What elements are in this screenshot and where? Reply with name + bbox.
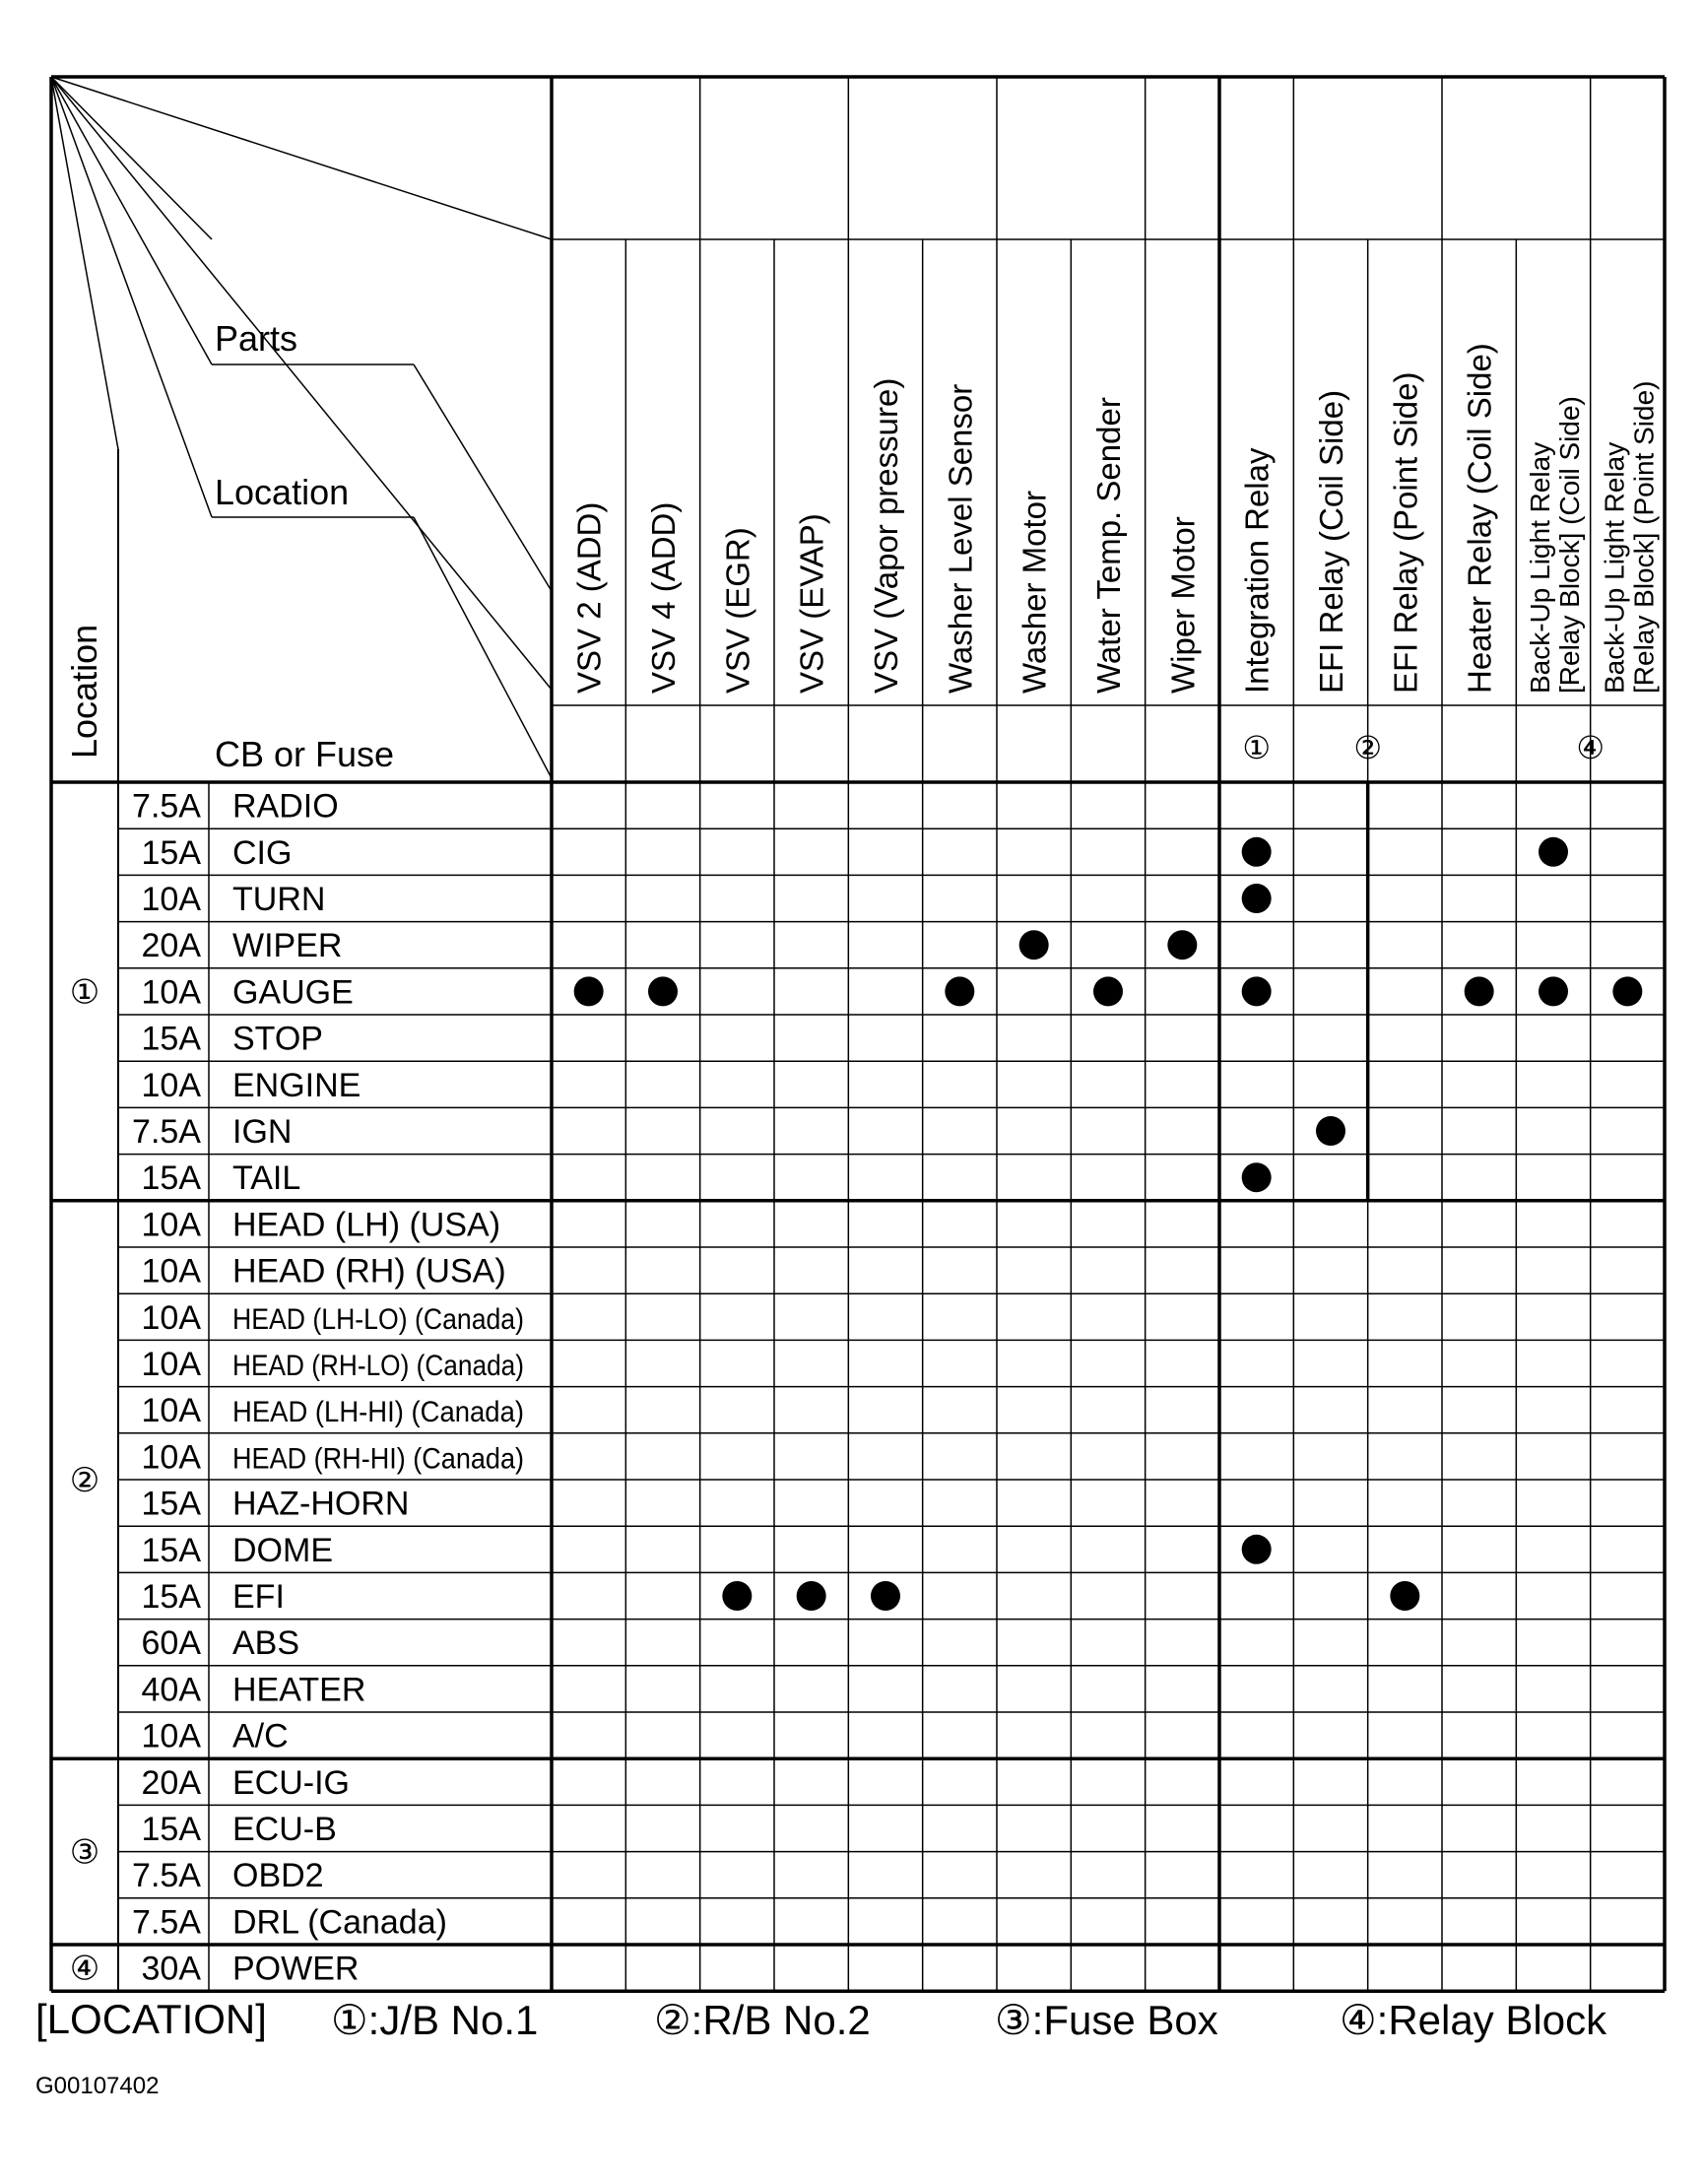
- location-column-header: Location: [64, 624, 104, 759]
- part-label: Water Temp. Sender: [1090, 397, 1127, 694]
- fuse-name: GAUGE: [232, 973, 354, 1012]
- connection-dot: [1242, 884, 1272, 913]
- part-label: VSV 2 (ADD): [570, 501, 608, 694]
- group-location-label: ③: [69, 1833, 100, 1872]
- connection-dot: [648, 976, 678, 1006]
- fuse-name: ECU-B: [232, 1811, 337, 1848]
- part-label-line2: [Relay Block] (Coil Side): [1554, 396, 1585, 694]
- fuse-name: HEAD (LH-HI) (Canada): [232, 1396, 524, 1429]
- part-label: VSV (EVAP): [793, 513, 830, 694]
- legend-prefix: [LOCATION]: [35, 1996, 267, 2042]
- corner-diagonal-line: [51, 77, 118, 449]
- fuse-name: HEAD (RH-LO) (Canada): [232, 1350, 524, 1382]
- fuse-amperage: 10A: [141, 1438, 201, 1477]
- part-label: Washer Level Sensor: [942, 383, 979, 694]
- fuse-column-header: CB or Fuse: [215, 734, 395, 774]
- connection-dot: [1612, 976, 1642, 1006]
- fuse-name: TURN: [232, 881, 326, 918]
- fuse-name: A/C: [232, 1717, 289, 1755]
- fuse-name: CIG: [232, 833, 293, 872]
- document-id: G00107402: [35, 2073, 160, 2099]
- fuse-name: DOME: [232, 1531, 333, 1569]
- part-location-marker: ①: [1242, 730, 1272, 765]
- fuse-amperage: 60A: [141, 1624, 201, 1663]
- fuse-amperage: 15A: [141, 1811, 201, 1848]
- fuse-name: ECU-IG: [232, 1763, 350, 1802]
- fuse-amperage: 30A: [141, 1950, 201, 1988]
- fuse-amperage: 15A: [141, 1578, 201, 1616]
- fuse-name: WIPER: [232, 927, 343, 965]
- group-location-label: ②: [69, 1462, 100, 1499]
- part-label: EFI Relay (Point Side): [1387, 371, 1424, 694]
- connection-dot: [1316, 1116, 1345, 1146]
- fuse-amperage: 10A: [141, 1392, 201, 1430]
- part-label: Back-Up Light Relay: [1525, 441, 1555, 694]
- part-label: Washer Motor: [1016, 491, 1053, 694]
- corner-diagonal-line: [51, 77, 212, 517]
- fuse-amperage: 40A: [141, 1671, 201, 1709]
- connection-dot: [1019, 930, 1049, 960]
- part-label: Heater Relay (Coil Side): [1461, 343, 1498, 694]
- fuse-name: ENGINE: [232, 1066, 361, 1104]
- connection-dot: [1242, 976, 1272, 1006]
- fuse-amperage: 10A: [141, 1298, 201, 1337]
- corner-diagonal-line: [51, 77, 552, 239]
- fuse-name: ABS: [232, 1624, 300, 1663]
- connection-dot: [1390, 1581, 1419, 1611]
- fuse-amperage: 15A: [141, 1020, 201, 1058]
- part-label: VSV 4 (ADD): [645, 501, 682, 694]
- fuse-name: RADIO: [232, 787, 339, 826]
- group-location-label: ①: [69, 973, 100, 1012]
- connection-dot: [797, 1581, 826, 1611]
- fuse-name: POWER: [232, 1950, 360, 1988]
- fuse-name: HEAD (RH) (USA): [232, 1252, 506, 1291]
- group-location-label: ④: [69, 1950, 100, 1988]
- fuse-name: OBD2: [232, 1857, 324, 1895]
- part-label: Wiper Motor: [1164, 516, 1202, 694]
- fuse-amperage: 7.5A: [132, 1903, 201, 1942]
- part-label: EFI Relay (Coil Side): [1313, 389, 1349, 694]
- fuse-name: STOP: [232, 1020, 323, 1058]
- fuse-amperage: 10A: [141, 881, 201, 918]
- connection-dot: [1242, 837, 1272, 867]
- corner-diagonal-line: [51, 77, 212, 239]
- connection-dot: [1167, 930, 1197, 960]
- fuse-amperage: 10A: [141, 1346, 201, 1383]
- fuse-name: HEAD (RH-HI) (Canada): [232, 1442, 524, 1476]
- fuse-name: HEAD (LH-LO) (Canada): [232, 1302, 524, 1336]
- connection-dot: [1242, 1162, 1272, 1192]
- corner-location-label: Location: [215, 472, 350, 512]
- fuse-amperage: 20A: [141, 1763, 201, 1802]
- fuse-amperage: 20A: [141, 927, 201, 965]
- part-label: VSV (EGR): [719, 527, 756, 694]
- part-location-marker: ④: [1576, 730, 1606, 765]
- corner-diagonal-line: [51, 77, 212, 364]
- fuse-name: DRL (Canada): [232, 1903, 447, 1942]
- fuse-amperage: 15A: [141, 1531, 201, 1569]
- connection-dot: [1242, 1535, 1272, 1564]
- fuse-amperage: 10A: [141, 1206, 201, 1244]
- corner-parts-label: Parts: [215, 318, 298, 359]
- connection-marks: [574, 837, 1643, 1611]
- part-label: VSV (Vapor pressure): [868, 377, 904, 694]
- legend-item-4: ④:Relay Block: [1340, 1997, 1607, 2043]
- fuse-amperage: 10A: [141, 1066, 201, 1104]
- fuse-amperage: 10A: [141, 1252, 201, 1291]
- part-label: Back-Up Light Relay: [1599, 441, 1630, 694]
- fuse-name: TAIL: [232, 1159, 301, 1198]
- part-location-marker: ②: [1353, 730, 1383, 765]
- legend-item-1: ①:J/B No.1: [331, 1997, 539, 2043]
- fuse-amperage: 7.5A: [132, 1113, 201, 1151]
- connection-dot: [945, 976, 974, 1006]
- fuse-amperage: 15A: [141, 833, 201, 872]
- fuse-name: HAZ-HORN: [232, 1485, 410, 1523]
- legend-item-3: ③:Fuse Box: [995, 1997, 1218, 2043]
- connection-dot: [1539, 976, 1568, 1006]
- fuse-amperage: 7.5A: [132, 1857, 201, 1895]
- part-label: Integration Relay: [1238, 447, 1276, 694]
- connection-dot: [1539, 837, 1568, 867]
- legend-item-2: ②:R/B No.2: [654, 1997, 871, 2043]
- fuse-name: EFI: [232, 1578, 285, 1616]
- connection-dot: [1093, 976, 1123, 1006]
- fuse-name: IGN: [232, 1113, 293, 1151]
- fuse-name: HEATER: [232, 1671, 366, 1709]
- connection-dot: [574, 976, 604, 1006]
- fuse-amperage: 15A: [141, 1485, 201, 1523]
- corner-diagonal-line: [51, 77, 552, 690]
- fuse-name: HEAD (LH) (USA): [232, 1206, 501, 1244]
- connection-dot: [722, 1581, 752, 1611]
- part-label-line2: [Relay Block] (Point Side): [1628, 380, 1660, 694]
- fuse-amperage: 10A: [141, 1717, 201, 1755]
- fuse-amperage: 10A: [141, 973, 201, 1012]
- connection-dot: [871, 1581, 900, 1611]
- fuse-amperage: 7.5A: [132, 787, 201, 826]
- chart-text: [64, 318, 1659, 1988]
- fuse-amperage: 15A: [141, 1159, 201, 1198]
- connection-dot: [1465, 976, 1494, 1006]
